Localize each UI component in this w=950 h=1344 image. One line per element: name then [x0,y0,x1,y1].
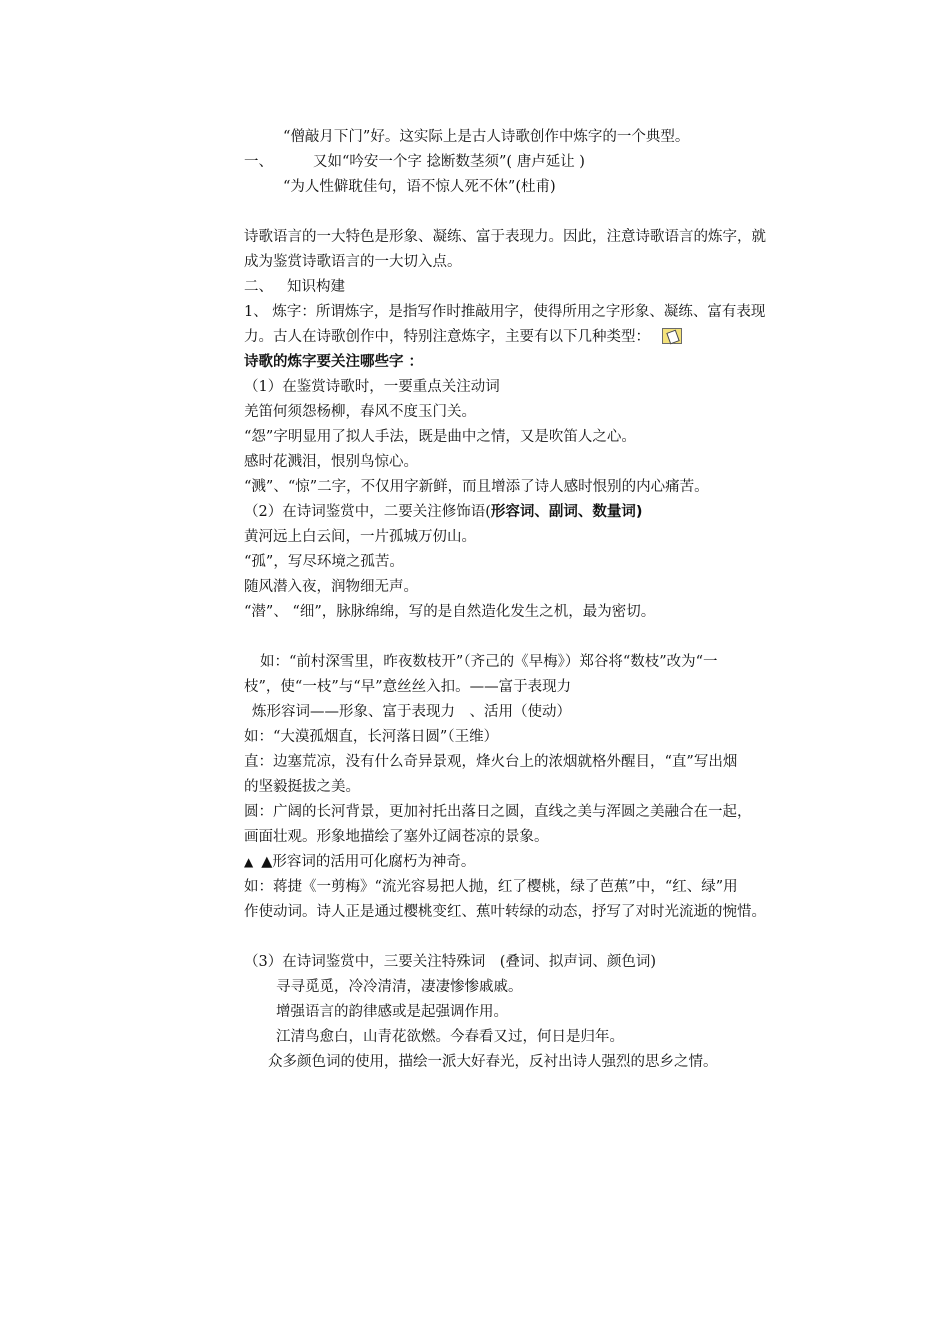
text-span: （2）在诗词鉴赏中，二要关注修饰语( [244,504,491,520]
example-line: 感时花溅泪，恨别鸟惊心。 [244,454,418,470]
triangle-bullet-icon: ▲ [244,855,254,869]
section-title: 知识构建 [287,279,345,295]
list-marker: 二、 [244,279,273,295]
list-item-one [244,152,585,174]
example-line: 如：“大漠孤烟直，长河落日圆”（王维） [244,729,499,745]
category-heading: （3）在诗词鉴赏中，三要关注特殊词 (叠词、拟声词、颜色词) [244,954,657,970]
example-line: “潜”、 “细”，脉脉绵绵，写的是自然造化发生之机，最为密切。 [244,604,656,620]
paragraph-line [244,327,682,349]
example-line: 如：“前村深雪里，昨夜数枝开”（齐己的《早梅》）郑谷将“数枝”改为“一 [260,654,718,670]
example-line: “怨”字明显用了拟人手法，既是曲中之情，又是吹笛人之心。 [244,429,636,445]
text-line: 又如“吟安一个字 捻断数茎须”( 唐卢延让 ) [313,154,585,170]
category-heading [244,502,643,524]
example-line: 羌笛何须怨杨柳，春风不度玉门关。 [244,404,476,420]
example-line: 黄河远上白云间，一片孤城万仞山。 [244,529,476,545]
example-line: 枝”，使“一枝”与“早”意丝丝入扣。——富于表现力 [244,679,572,695]
bold-heading: 诗歌的炼字要关注哪些字 ： [244,354,424,370]
text-span: 力。古人在诗歌创作中，特别注意炼字，主要有以下几种类型： [244,329,650,345]
example-line: 寻寻觅觅，冷冷清清，凄凄惨惨戚戚。 [276,979,523,995]
example-line: 江清鸟愈白，山青花欲燃。今春看又过，何日是归年。 [276,1029,624,1045]
category-heading: （1）在鉴赏诗歌时，一要重点关注动词 [244,379,500,395]
example-line: 直：边塞荒凉，没有什么奇异景观，烽火台上的浓烟就格外醒目，“直”写出烟 [244,754,738,770]
text-line: “为人性僻耽佳句，语不惊人死不休”(杜甫) [283,179,556,195]
bullet-line [244,852,475,874]
example-line: 的坚毅挺拔之美。 [244,779,360,795]
example-line: 众多颜色词的使用，描绘一派大好春光，反衬出诗人强烈的思乡之情。 [268,1054,718,1070]
example-line: 如：蒋捷《一剪梅》“流光容易把人抛，红了樱桃，绿了芭蕉”中，“红、绿”用 [244,879,738,895]
example-line: 增强语言的韵律感或是起强调作用。 [276,1004,508,1020]
document-object-icon[interactable] [662,328,682,344]
example-line: “孤”，写尽环境之孤苦。 [244,554,404,570]
text-line: “僧敲月下门”好。这实际上是古人诗歌创作中炼字的一个典型。 [283,129,690,145]
example-line: 圆：广阔的长河背景，更加衬托出落日之圆，直线之美与浑圆之美融合在一起， [244,804,752,820]
text-span: ▲形容词的活用可化腐朽为神奇。 [261,854,476,870]
example-line: 作使动词。诗人正是通过樱桃变红、蕉叶转绿的动态，抒写了对时光流逝的惋惜。 [244,904,766,920]
example-line: 画面壮观。形象地描绘了塞外辽阔苍凉的景象。 [244,829,549,845]
list-marker: 一、 [244,154,273,170]
section-heading-two [244,277,345,299]
bold-text-span: 形容词、副词、数量词) [490,504,643,520]
example-line: 随风潜入夜，润物细无声。 [244,579,418,595]
paragraph-line: 诗歌语言的一大特色是形象、凝练、富于表现力。因此，注意诗歌语言的炼字，就 [244,229,766,245]
paragraph-line: 1、 炼字：所谓炼字，是指写作时推敲用字，使得所用之字形象、凝练、富有表现 [244,304,766,320]
paragraph-line: 成为鉴赏诗歌语言的一大切入点。 [244,254,462,270]
example-line: 炼形容词——形象、富于表现力 、活用（使动） [252,704,571,720]
example-line: “溅”、“惊”二字，不仅用字新鲜，而且增添了诗人感时恨别的内心痛苦。 [244,479,709,495]
